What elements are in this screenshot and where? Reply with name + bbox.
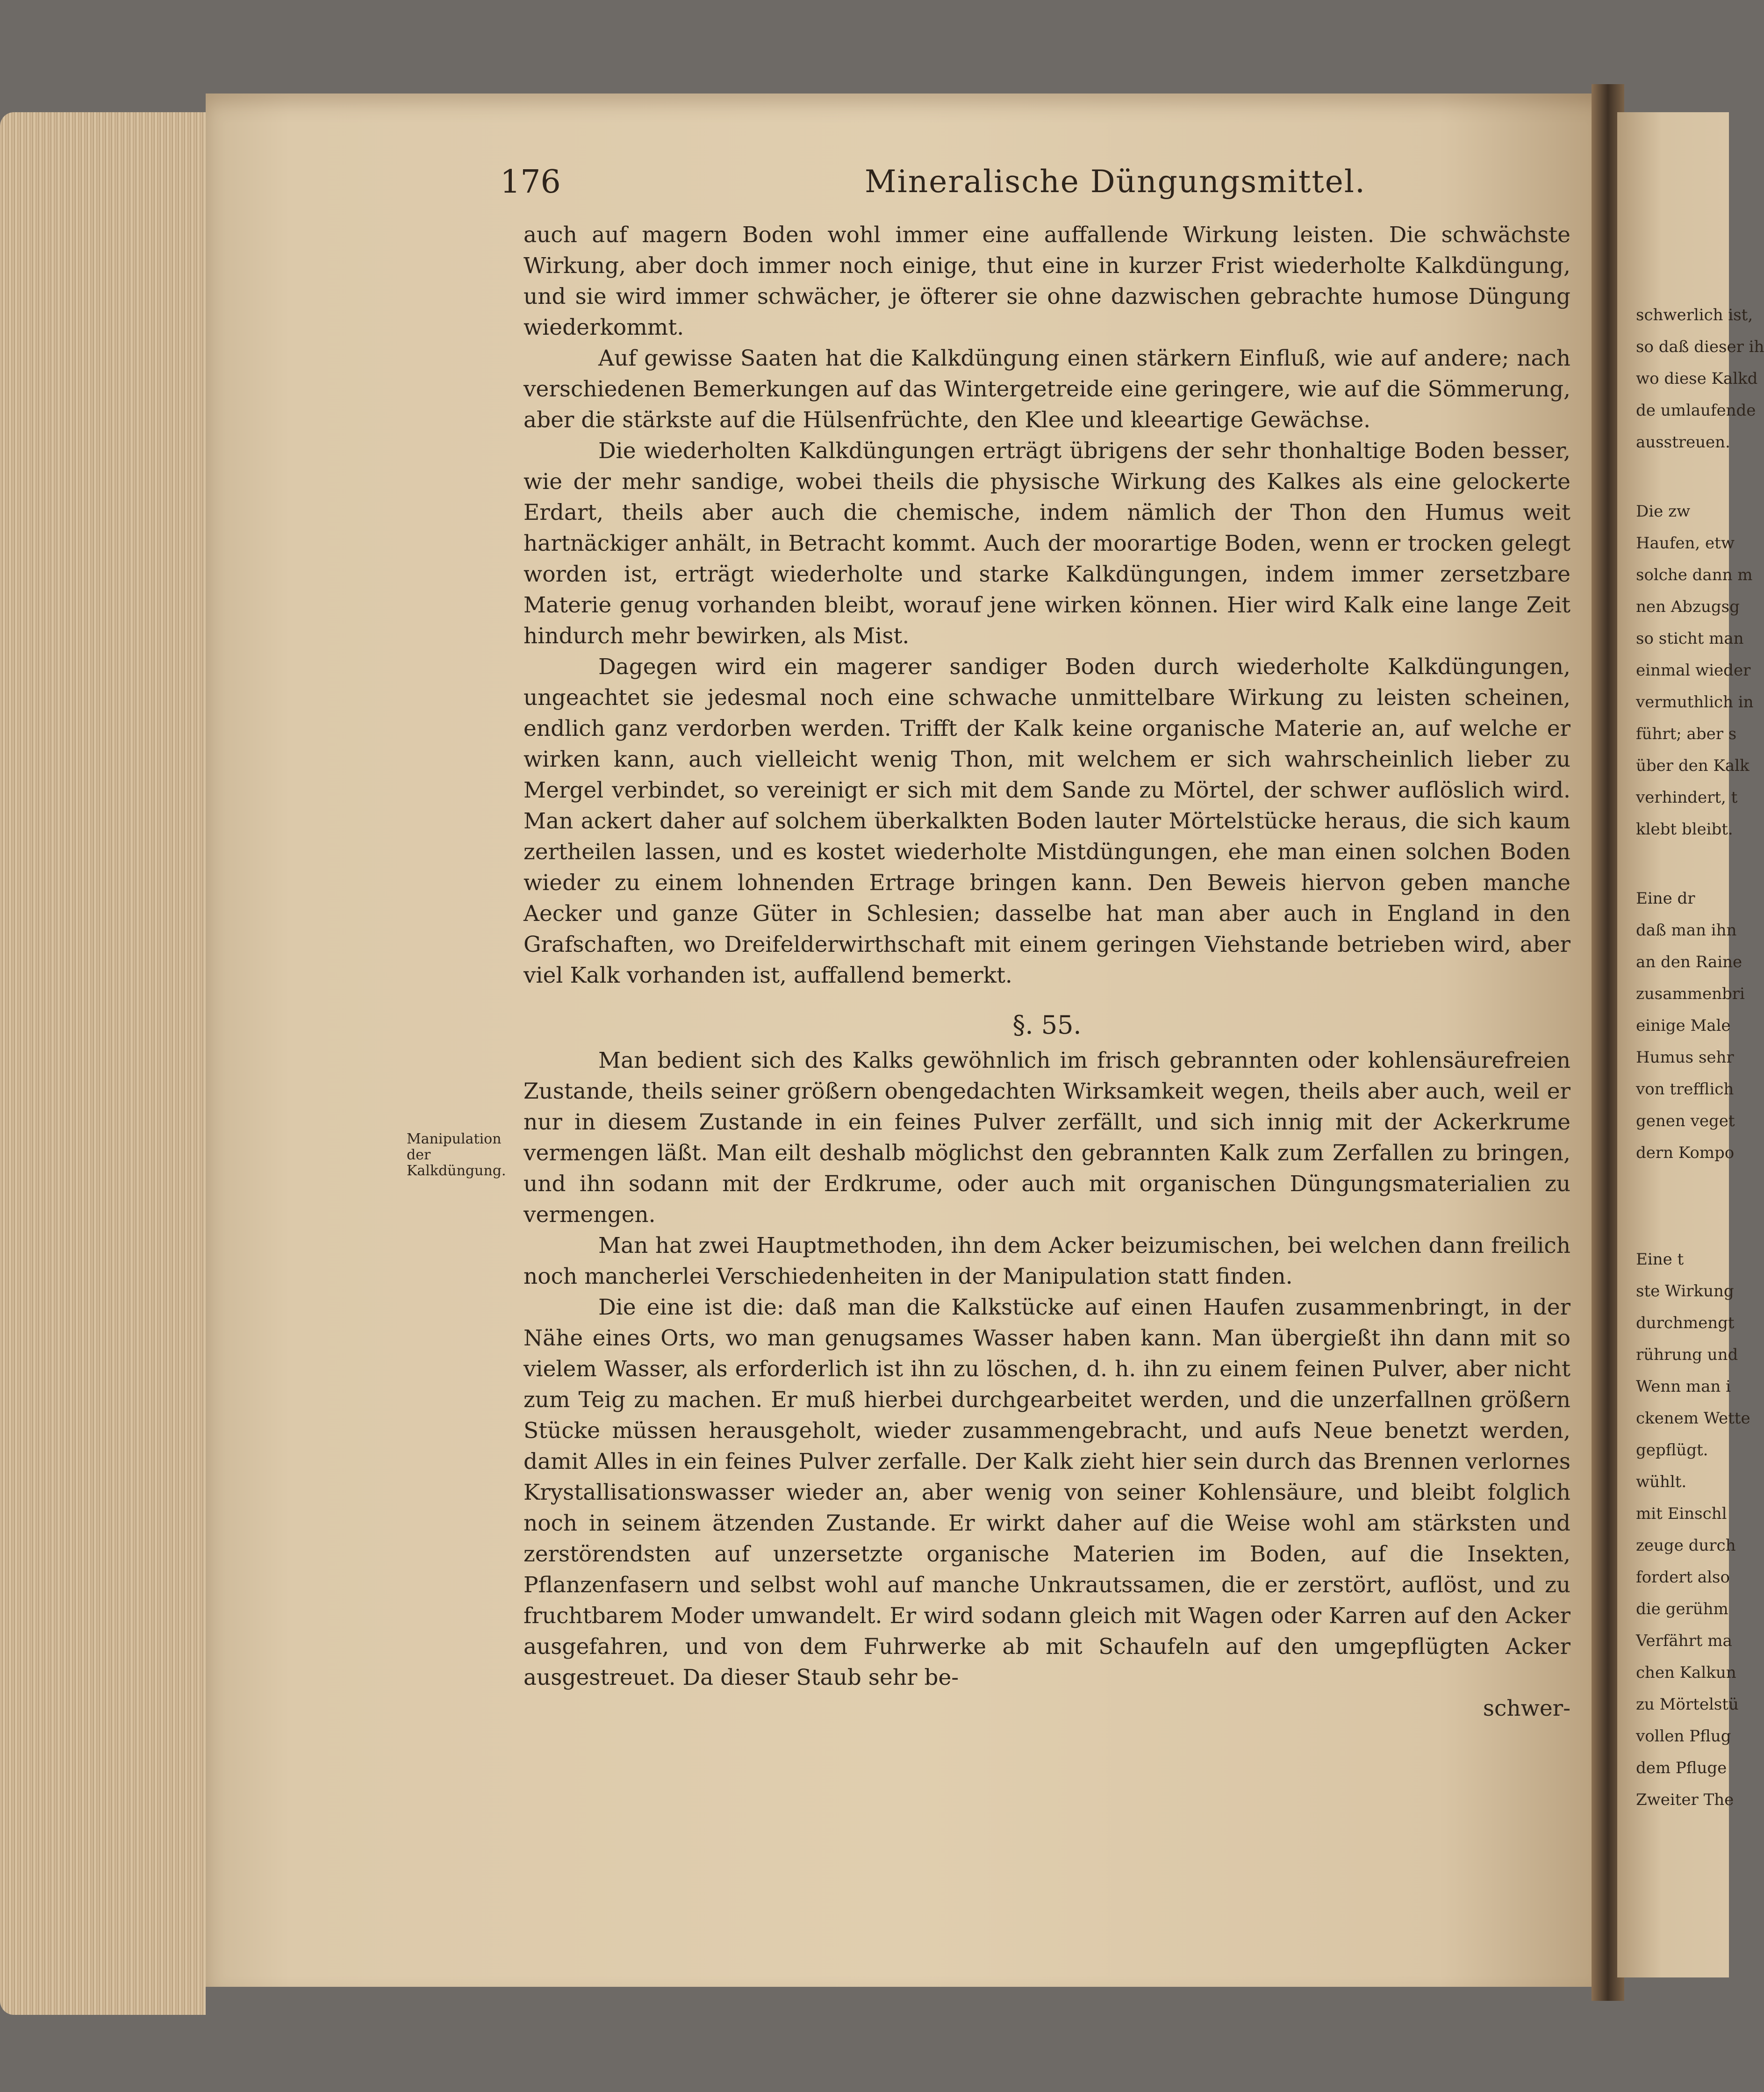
facing-page-line [1636, 845, 1729, 883]
facing-page-line: zusammenbri [1636, 985, 1745, 1003]
page-header [500, 164, 1585, 206]
facing-page-line: über den Kalk [1636, 756, 1750, 775]
facing-page-line: so sticht man [1636, 629, 1744, 648]
section-mark: §. 55. [1012, 1010, 1082, 1040]
paragraph: Man hat zwei Hauptmethoden, ihn dem Acker beizumischen, bei welchen dann freilich noch mancherlei Verschiedenheiten in der Manipulation statt finden. [523, 1233, 1570, 1289]
facing-page-line: Haufen, etw [1636, 534, 1735, 553]
facing-page-line [1636, 1169, 1729, 1206]
facing-page-line: daß man ihn [1636, 921, 1737, 940]
paragraph: Man bedient sich des Kalks gewöhnlich im frisch gebrannten oder kohlensäurefreien Zustande, theils seiner größern obengedachten Wirksamkeit wegen, theils aber auch, weil er nur in diesem Zustande in ein feines Pulver zerfällt, und sich innig mit der Ackerkrume vermengen läßt. Man eilt deshalb möglichst den gebrannten Kalk zum Zerfallen zu bringen, und ihn sodann mit der Erdkrume, oder auch mit organischen Düngungsmaterialien zu vermengen. [523, 1048, 1570, 1228]
facing-page-line: rührung und [1636, 1345, 1738, 1364]
facing-page-line: ausstreuen. [1636, 433, 1730, 452]
facing-page-line: an den Raine [1636, 953, 1742, 971]
facing-page-line [1636, 458, 1729, 496]
facing-page-line: wühlt. [1636, 1473, 1687, 1491]
facing-page-line: solche dann m [1636, 566, 1753, 584]
facing-page-line: klebt bleibt. [1636, 820, 1733, 839]
facing-page-line: zeuge durch [1636, 1536, 1736, 1555]
page-edge [0, 112, 206, 2015]
paragraph: Die wiederholten Kalkdüngungen erträgt übrigens der sehr thonhaltige Boden besser, wie der mehr sandige, wobei theils die physische Wirkung des Kalkes als eine gelockerte Erdart, theils aber auch die chemische, indem nämlich der Thon den Humus weit hartnäckiger anhält, in Betracht kommt. Auch der moorartige Boden, wenn er trocken gelegt worden ist, erträgt wiederholte und starke Kalkdüngungen, indem immer zersetzbare Materie genug vorhanden bleibt, worauf jene wirken können. Hier wird Kalk eine lange Zeit hindurch mehr bewirken, als Mist. [523, 438, 1570, 649]
facing-page-line: dern Kompo [1636, 1143, 1735, 1162]
facing-page-line: fordert also [1636, 1568, 1730, 1587]
paragraph: Die eine ist die: daß man die Kalkstücke auf einen Haufen zusammenbringt, in der Nähe eines Orts, wo man genugsames Wasser haben kann. Man übergießt ihn dann mit so vielem Wasser, als erforderlich ist ihn zu löschen, d. h. ihn zu einem feinen Pulver, aber nicht zum Teig zu machen. Er muß hierbei durchgearbeitet werden, und die unzerfallnen größern Stücke müssen herausgeholt, wieder zusammengebracht, und aufs Neue benetzt werden, damit Alles in ein feines Pulver zerfalle. Der Kalk zieht hier sein durch das Brennen verlornes Krystallisationswasser wieder an, aber wenig von seiner Kohlensäure, und bleibt folglich noch in seinem ätzenden Zustande. Er wirkt daher auf die Weise wohl am stärksten und zerstörendsten auf unzersetzte organische Materien im Boden, auf die Insekten, Pflanzenfasern und selbst wohl auf manche Unkrautssamen, die er zerstört, auflöst, und zu fruchtbarem Moder umwandelt. Er wird sodann gleich mit Wagen oder Karren auf den Acker ausgefahren, und von dem Fuhrwerke ab mit Schaufeln auf den umgepflügten Acker ausgestreuet. Da dieser Staub sehr be- [523, 1294, 1570, 1690]
facing-page-line [1636, 1206, 1729, 1244]
facing-page-line: nen Abzugsg [1636, 597, 1740, 616]
facing-page-line: zu Mörtelstü [1636, 1695, 1739, 1714]
facing-page-line: durchmengt [1636, 1314, 1735, 1332]
facing-page-line: Humus sehr [1636, 1048, 1734, 1067]
paragraph: Dagegen wird ein magerer sandiger Boden durch wiederholte Kalkdüngungen, ungeachtet sie jedesmal noch eine schwache unmittelbare Wirkung zu leisten scheinen, endlich ganz verdorben werden. Trifft der Kalk keine organische Materie an, auf welche er wirken kann, auch vielleicht wenig Thon, mit welchem er sich wahrscheinlich lieber zu Mergel verbindet, so vereinigt er sich mit dem Sande zu Mörtel, der schwer auflöslich wird. Man ackert daher auf solchem überkalkten Boden lauter Mörtelstücke heraus, die sich kaum zertheilen lassen, und es kostet wiederholte Mistdüngungen, ehe man einen solchen Boden wieder zu einem lohnenden Ertrage bringen kann. Den Beweis hiervon geben manche Aecker und ganze Güter in Schlesien; dasselbe hat man aber auch in England in den Grafschaften, wo Dreifelderwirthschaft mit einem geringen Viehstande betrieben wird, aber viel Kalk vorhanden ist, auffallend bemerkt. [523, 654, 1570, 988]
facing-page-line: Die zw [1636, 502, 1691, 521]
facing-page-line: Eine dr [1636, 889, 1695, 908]
facing-page-line: ckenem Wette [1636, 1409, 1750, 1428]
paragraph: auch auf magern Boden wohl immer eine auffallende Wirkung leisten. Die schwächste Wirkung, aber doch immer noch einige, thut eine in kurzer Frist wiederholte Kalkdüngung, und sie wird immer schwächer, je öfterer sie ohne dazwischen gebrachte humose Düngung wiederkommt. [523, 222, 1570, 340]
paragraph: Auf gewisse Saaten hat die Kalkdüngung einen stärkern Einfluß, wie auf andere; nach verschiedenen Bemerkungen auf das Wintergetreide eine geringere, wie auf die Sömmerung, aber die stärkste auf die Hülsenfrüchte, den Klee und kleeartige Gewächse. [523, 345, 1570, 433]
facing-page-line: Eine t [1636, 1250, 1684, 1269]
facing-page-line: dem Pfluge [1636, 1759, 1727, 1777]
facing-page-line: Verfährt ma [1636, 1632, 1732, 1650]
facing-page-line: so daß dieser ih [1636, 338, 1764, 356]
facing-page-text [1636, 299, 1764, 1816]
facing-page-line: vermuthlich in [1636, 693, 1754, 712]
facing-page-line: einige Male [1636, 1016, 1731, 1035]
facing-page-line: chen Kalkun [1636, 1663, 1736, 1682]
body-text [523, 220, 1570, 1724]
running-title: Mineralische Düngungsmittel. [865, 164, 1366, 200]
facing-page-line: mit Einschl [1636, 1504, 1727, 1523]
page-number: 176 [500, 164, 561, 201]
facing-page-line: die gerühm [1636, 1600, 1728, 1618]
facing-page-line: von trefflich [1636, 1080, 1734, 1099]
facing-page-line: verhindert, t [1636, 788, 1738, 807]
facing-page-line: Zweiter The [1636, 1790, 1734, 1809]
facing-page-line: de umlaufende [1636, 401, 1756, 420]
catchword: schwer- [1483, 1696, 1570, 1721]
facing-page-line: führt; aber s [1636, 725, 1737, 743]
facing-page-line: wo diese Kalkd [1636, 369, 1758, 388]
facing-page-line: gepflügt. [1636, 1441, 1708, 1459]
facing-page-line: Wenn man i [1636, 1377, 1731, 1396]
facing-page-line: vollen Pflug [1636, 1727, 1731, 1746]
facing-page-line: ste Wirkung [1636, 1282, 1734, 1301]
facing-page-line: genen veget [1636, 1112, 1735, 1130]
margin-note: Manipulation der Kalkdüngung. [407, 1131, 506, 1179]
facing-page-line: einmal wieder [1636, 661, 1751, 680]
facing-page-line: schwerlich ist, [1636, 306, 1753, 324]
